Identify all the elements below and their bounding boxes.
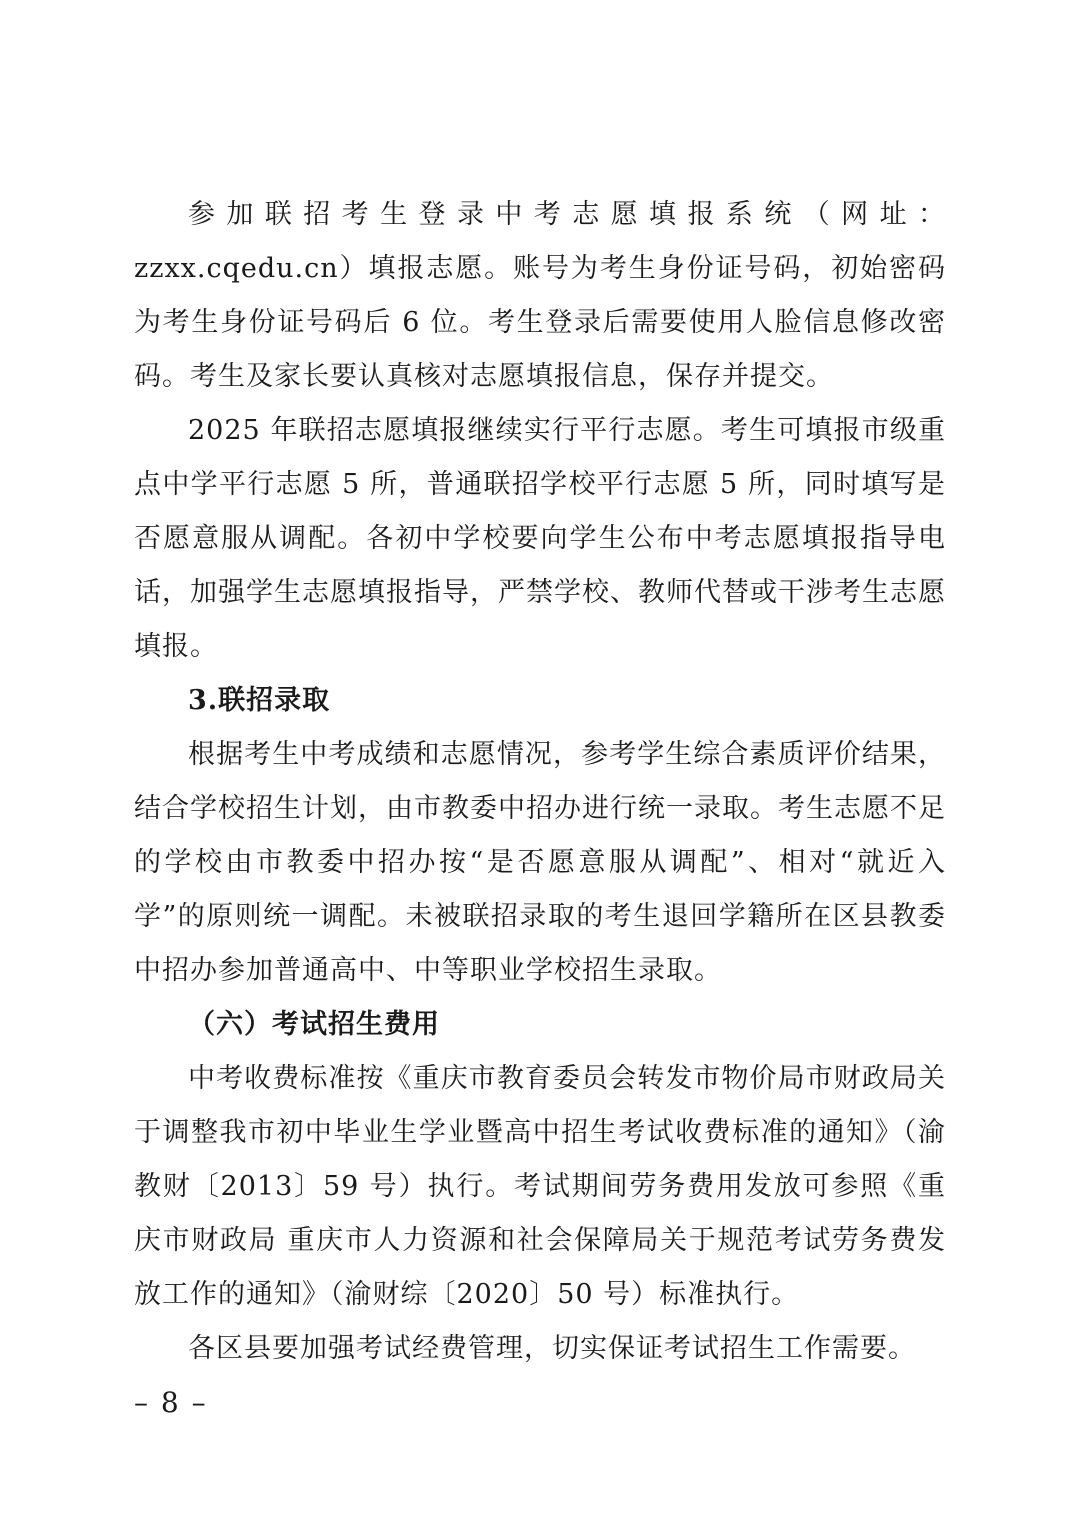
paragraph-parallel-choices: 2025 年联招志愿填报继续实行平行志愿。考生可填报市级重点中学平行志愿 5 所，普通联招学校平行志愿 5 所，同时填写是否愿意服从调配。各初中学校要向学生公布中考志愿填报指导电话，加强学生志愿填报指导，严禁学校、教师代替或干涉考生志愿填报。 [134, 415, 946, 662]
page-number: – 8 – [134, 1386, 208, 1419]
paragraph-fund-management: 各区县要加强考试经费管理，切实保证考试招生工作需要。 [188, 1333, 916, 1364]
section-heading-admission: 3.联招录取 [188, 685, 331, 716]
paragraph-registration: 参加联招考生登录中考志愿填报系统（网址：zzxx.cqedu.cn）填报志愿。账号为考生身份证号码，初始密码为考生身份证号码后 6 位。考生登录后需要使用人脸信息修改密码。考生及家长要认真核对志愿填报信息，保存并提交。 [134, 199, 946, 392]
paragraph-fee-standard: 中考收费标准按《重庆市教育委员会转发市物价局市财政局关于调整我市初中毕业生学业暨高中招生考试收费标准的通知》（渝教财〔2013〕59 号）执行。考试期间劳务费用发放可参照《重庆市财政局 重庆市人力资源和社会保障局关于规范考试劳务费发放工作的通知》（渝财综〔2020〕50 号）标准执行。 [134, 1063, 946, 1310]
section-heading-fees: （六）考试招生费用 [188, 1009, 440, 1040]
document-body [134, 188, 946, 1376]
paragraph-admission-rules: 根据考生中考成绩和志愿情况，参考学生综合素质评价结果，结合学校招生计划，由市教委中招办进行统一录取。考生志愿不足的学校由市教委中招办按“是否愿意服从调配”、相对“就近入学”的原则统一调配。未被联招录取的考生退回学籍所在区县教委中招办参加普通高中、中等职业学校招生录取。 [134, 739, 946, 986]
